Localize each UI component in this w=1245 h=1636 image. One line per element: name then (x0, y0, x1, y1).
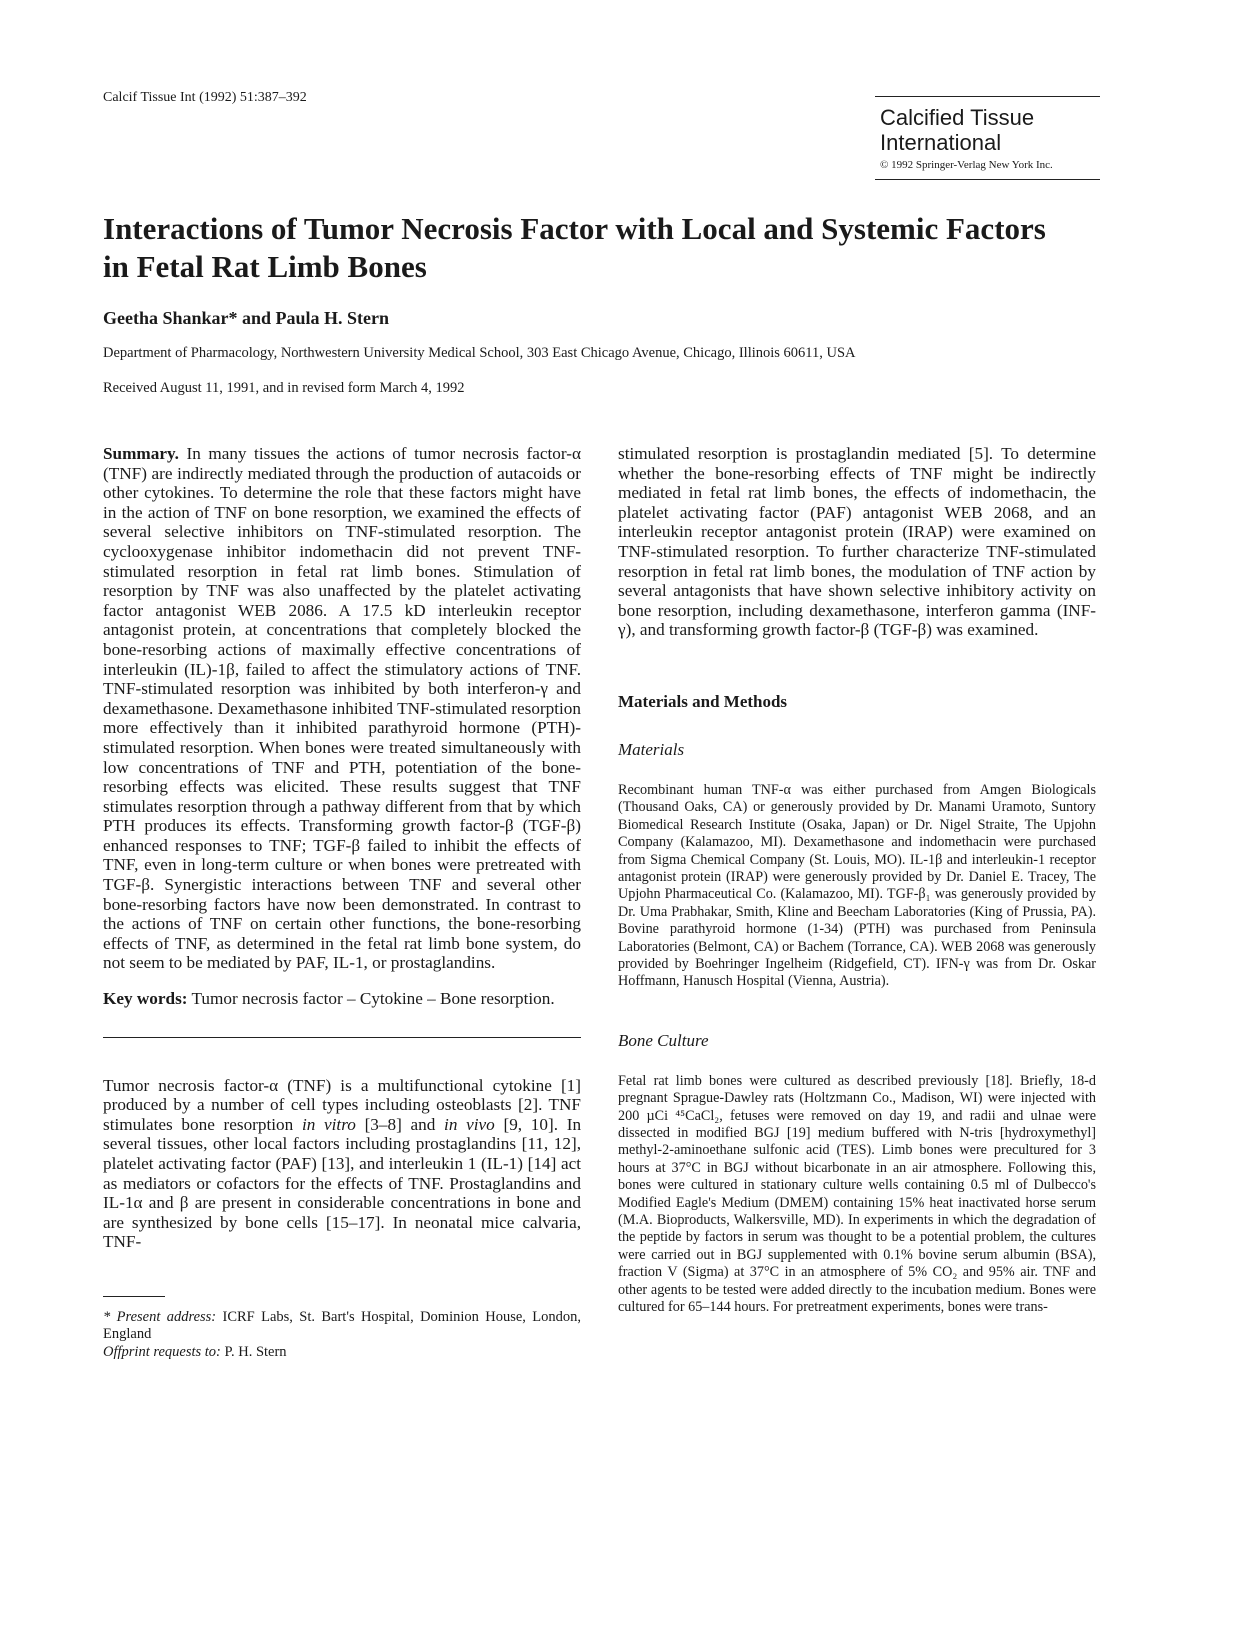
article-title: Interactions of Tumor Necrosis Factor with Local and Systemic Factors in Fetal Rat Limb Bones (103, 211, 1046, 284)
subsection-heading-bone-culture: Bone Culture (618, 1030, 709, 1050)
summary-text: In many tissues the actions of tumor necrosis factor-α (TNF) are indirectly mediated through the production of autacoids or other cytokines. To determine the role that these factors might have in the action of TNF on bone resorption, we examined the effects of several selective inhibitors on TNF-stimulated resorption. The cyclooxygenase inhibitor indomethacin did not prevent TNF-stimulated resorption in fetal rat limb bones. Stimulation of resorption by TNF was also unaffected by the platelet activating factor antagonist WEB 2086. A 17.5 kD interleukin receptor antagonist protein, at concentrations that completely blocked the bone-resorbing actions of maximally effective concentrations of interleukin (IL)-1β, failed to affect the stimulatory actions of TNF. TNF-stimulated resorption was inhibited by both interferon-γ and dexamethasone. Dexamethasone inhibited TNF-stimulated resorption more effectively than it inhibited parathyroid hormone (PTH)-stimulated resorption. When bones were treated simultaneously with low concentrations of TNF and PTH, potentiation of the bone-resorbing effects was elicited. These results suggest that TNF stimulates resorption through a pathway different from that by which PTH produces its effects. Transforming growth factor-β (TGF-β) enhanced responses to TNF; TGF-β failed to inhibit the effects of TNF, even in long-term culture or when bones were pretreated with TGF-β. Synergistic interactions between TNF and several other bone-resorbing factors have now been demonstrated. In contrast to the actions of TNF on certain other functions, the bone-resorbing effects of TNF, as determined in the fetal rat limb bone system, do not seem to be mediated by PAF, IL-1, or prostaglandins. (103, 444, 581, 973)
intro-text-a: Tumor necrosis factor-α (TNF) is a multifunctional cytokine [1] produced by a number of cell types including osteoblasts [2]. TNF stimulates bone resorption (103, 1075, 581, 1134)
authors: Geetha Shankar* and Paula H. Stern (103, 308, 390, 328)
affiliation: Department of Pharmacology, Northwestern University Medical School, 303 East Chicago Avenue, Chicago, Illinois 60611, USA (103, 345, 856, 361)
footnote-label: Offprint requests to: (103, 1343, 221, 1360)
summary-label: Summary. (103, 444, 179, 463)
intro-italic-in-vitro: in vitro (301, 1114, 356, 1134)
journal-name-line2: International (880, 130, 1002, 155)
subsection-heading-materials: Materials (618, 739, 685, 759)
received-date: Received August 11, 1991, and in revised form March 4, 1992 (103, 380, 465, 396)
summary (103, 444, 581, 973)
intro-italic-in-vivo: in vivo (444, 1114, 495, 1134)
keywords (103, 989, 581, 1009)
footnote-text: P. H. Stern (224, 1343, 287, 1360)
footnote-offprint (103, 1344, 581, 1361)
footnote-divider (103, 1296, 165, 1297)
journal-name-line1: Calcified Tissue (880, 105, 1035, 130)
journal-citation: Calcif Tissue Int (1992) 51:387–392 (103, 90, 307, 105)
copyright: © 1992 Springer-Verlag New York Inc. (880, 159, 1053, 171)
keywords-label: Key words: (103, 989, 188, 1009)
journal-masthead (875, 96, 1100, 180)
materials-paragraph: Recombinant human TNF-α was either purchased from Amgen Biologicals (Thousand Oaks, CA) or generously provided by Dr. Manami Uramoto, Suntory Biomedical Research Institute (Osaka, Japan) or Dr. Nigel Straite, The Upjohn Company (Kalamazoo, MI). Dexamethasone and indomethacin were purchased from Sigma Chemical Company (St. Louis, MO). IL-1β and interleukin-1 receptor antagonist protein (IRAP) were generously provided by Dr. Daniel E. Tracey, The Upjohn Pharmaceutical Co. (Kalamazoo, MI). TGF-β₁ was generously provided by Dr. Uma Prabhakar, Smith, Kline and Beecham Laboratories (King of Prussia, PA). Bovine parathyroid hormone (1-34) (PTH) was purchased from Peninsula Laboratories (Belmont, CA) or Bachem (Torrance, CA). WEB 2068 was generously provided by Boehringer Ingelheim (Ridgefield, CT). IFN-γ was from Dr. Oskar Hoffmann, Hanusch Hospital (Vienna, Austria). (618, 781, 1096, 990)
keywords-text: Tumor necrosis factor – Cytokine – Bone resorption. (191, 989, 555, 1009)
footnote-text: ICRF Labs, St. Bart's Hospital, Dominion House, London, England (103, 1308, 582, 1343)
footnote-present-address (103, 1309, 581, 1344)
intro-text-c: [9, 10]. In several tissues, other local factors including prostaglandins [11, 12], platelet activating factor (PAF) [13], and interleukin 1 (IL-1) [14] act as mediators or cofactors for the effects of TNF. Prostaglandins and IL-1α and β are present in considerable concentrations in bone and are synthesized by bone cells [15–17]. In neonatal mice calvaria, TNF- (103, 1114, 582, 1252)
bone-culture-paragraph: Fetal rat limb bones were cultured as described previously [18]. Briefly, 18-d pregnant Sprague-Dawley rats (Holtzmann Co., Madison, WI) were injected with 200 µCi ⁴⁵CaCl₂, fetuses were removed on day 19, and radii and ulnae were dissected in modified BGJ [19] medium buffered with N-tris [hydroxymethyl] methyl-2-aminoethane sulfonic acid (TES). Limb bones were precultured for 3 hours at 37°C in BGJ without bicarbonate in an air atmosphere. Following this, bones were cultured in stationary culture wells containing 0.5 ml of Dulbecco's Modified Eagle's Medium (DMEM) containing 15% heat inactivated horse serum (M.A. Bioproducts, Walkersville, MD). In experiments in which the degradation of the peptide by factors in serum was thought to be a potential problem, the cultures were carried out in BGJ supplemented with 0.1% bovine serum albumin (BSA), fraction V (Sigma) at 37°C in an atmosphere of 5% CO₂ and 95% air. TNF and other agents to be tested were added directly to the incubation medium. Bones were cultured for 65–144 hours. For pretreatment experiments, bones were trans- (618, 1072, 1096, 1316)
intro-continued: stimulated resorption is prostaglandin mediated [5]. To determine whether the bone-resorbing effects of TNF might be indirectly mediated in fetal rat limb bones, the effects of indomethacin, the platelet activating factor (PAF) antagonist WEB 2068, and an interleukin receptor antagonist protein (IRAP) were examined on TNF-stimulated resorption. To further characterize TNF-stimulated resorption in fetal rat limb bones, the modulation of TNF action by several antagonists that have shown selective inhibitory activity on bone resorption, including dexamethasone, interferon gamma (INF-γ), and transforming growth factor-β (TGF-β) was examined. (618, 444, 1096, 640)
right-column (618, 444, 1096, 1317)
intro-paragraph (103, 1076, 581, 1252)
intro-text-b: [3–8] and (364, 1114, 436, 1134)
footnote-label: * Present address: (103, 1308, 217, 1325)
section-divider (103, 1037, 581, 1038)
section-heading-methods: Materials and Methods (618, 691, 788, 711)
left-column (103, 444, 581, 1361)
